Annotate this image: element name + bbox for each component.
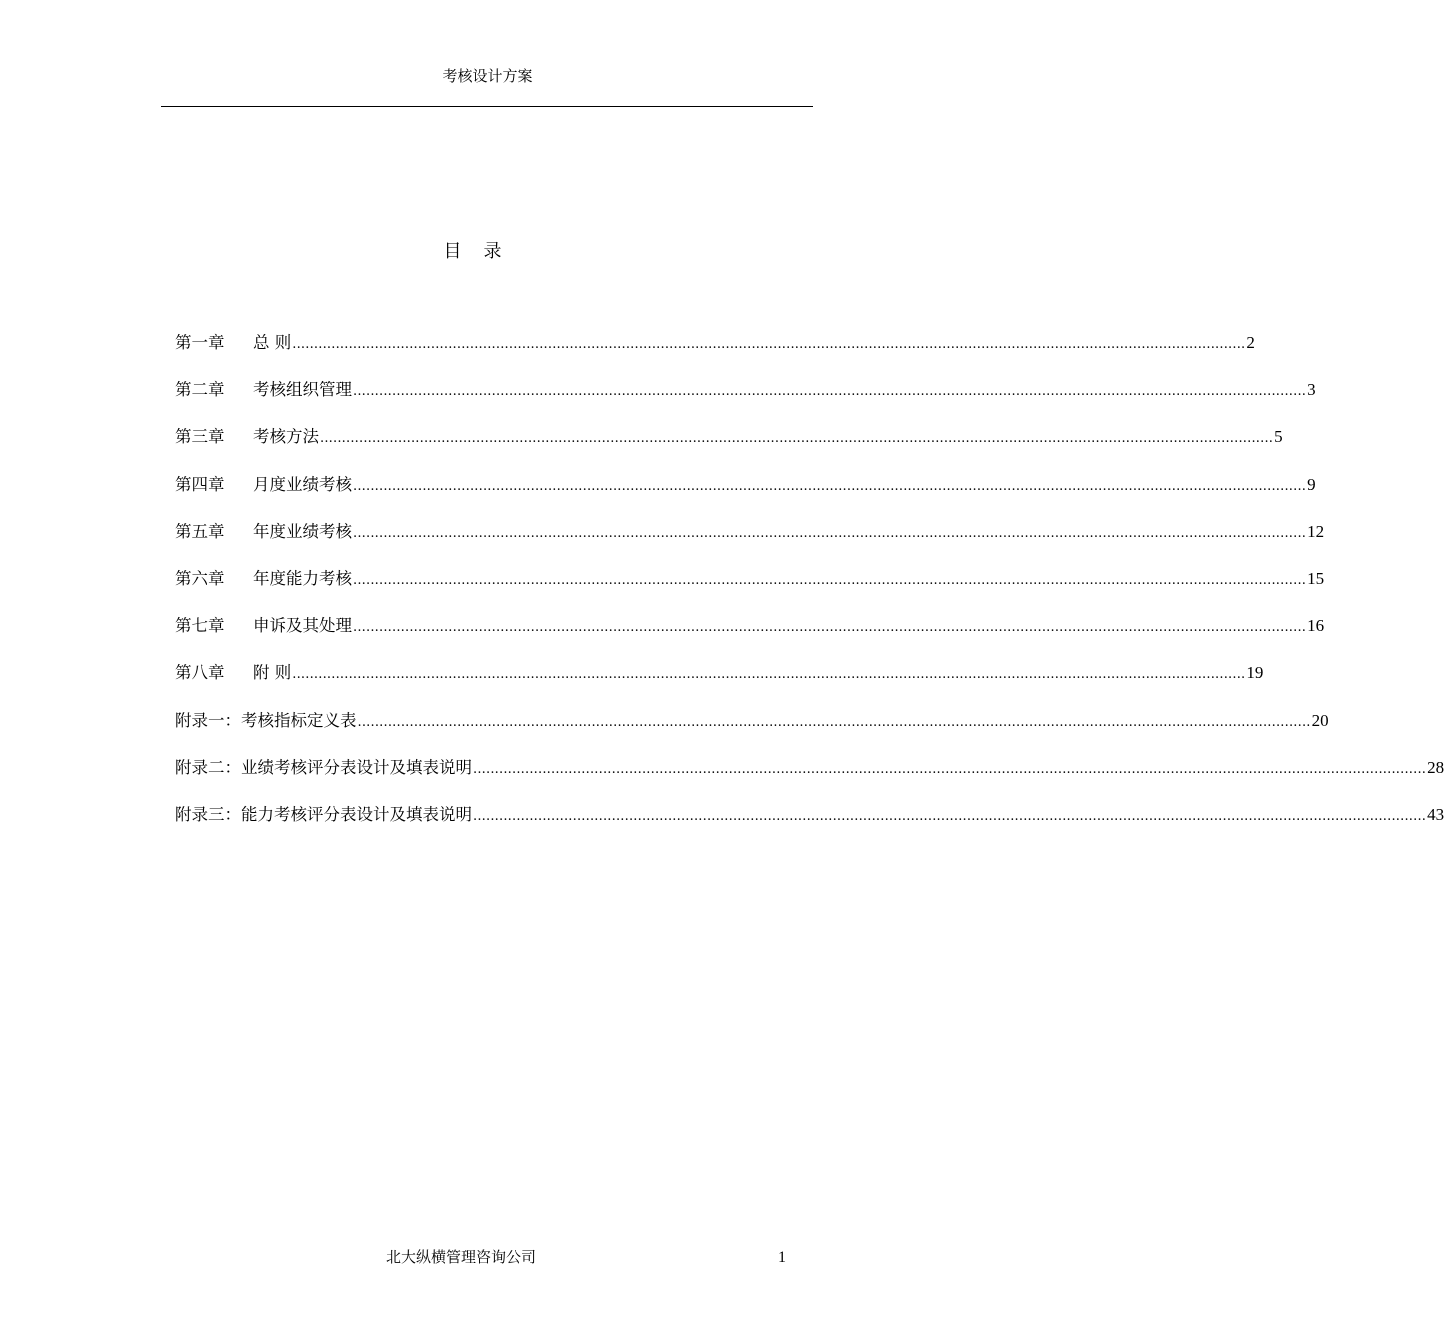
footer-company-name: 北大纵横管理咨询公司 xyxy=(385,1248,536,1266)
toc-entry-label: 考核组织管理 xyxy=(253,380,352,400)
toc-entry-chapter-5[interactable] xyxy=(175,520,1325,567)
toc-page-number: 28 xyxy=(1427,757,1444,777)
toc-entry-label: 考核指标定义表 xyxy=(241,710,357,730)
toc-page-number: 3 xyxy=(1307,380,1316,400)
toc-chapter-number: 第六章 xyxy=(175,568,225,588)
toc-dot-leader: ............................................................................................................................................................................................................................ xyxy=(357,714,1311,730)
header-divider xyxy=(161,106,813,107)
toc-chapter-number: 第七章 xyxy=(175,616,225,636)
table-of-contents xyxy=(175,331,1444,850)
toc-entry-label: 业绩考核评分表设计及填表说明 xyxy=(241,757,472,777)
toc-dot-leader: ............................................................................................................................................................................................................................ xyxy=(353,384,1307,400)
toc-dot-leader: ............................................................................................................................................................................................................................ xyxy=(353,620,1307,636)
toc-entry-chapter-6[interactable] xyxy=(175,567,1325,614)
toc-entry-label: 总 则 xyxy=(253,333,292,352)
footer-page-number: 1 xyxy=(778,1249,786,1266)
toc-appendix-number: 附录一： xyxy=(175,710,241,730)
toc-entry-label: 附 则 xyxy=(253,663,292,683)
toc-page-number: 43 xyxy=(1427,804,1444,824)
toc-page-number: 16 xyxy=(1307,616,1325,636)
toc-dot-leader: ............................................................................................................................................................................................................................ xyxy=(292,667,1246,683)
toc-dot-leader: ............................................................................................................................................................................................................................ xyxy=(353,572,1307,588)
toc-entry-chapter-8[interactable] xyxy=(175,661,1264,708)
toc-page-number: 19 xyxy=(1246,663,1264,683)
toc-appendix-number: 附录三： xyxy=(175,804,241,824)
toc-entry-label: 年度能力考核 xyxy=(253,568,352,588)
toc-dot-leader: ............................................................................................................................................................................................................................ xyxy=(353,478,1307,494)
toc-entry-chapter-2[interactable] xyxy=(175,378,1316,425)
toc-page-number: 9 xyxy=(1307,474,1316,494)
toc-page-number: 5 xyxy=(1274,427,1283,447)
toc-chapter-number: 第二章 xyxy=(175,380,225,400)
toc-page-number: 12 xyxy=(1307,521,1325,541)
toc-dot-leader: ............................................................................................................................................................................................................................ xyxy=(473,761,1427,777)
toc-dot-leader: ............................................................................................................................................................................................................................ xyxy=(320,431,1274,447)
toc-page-number: 2 xyxy=(1246,333,1255,352)
toc-entry-chapter-1[interactable] xyxy=(175,331,1255,378)
toc-appendix-number: 附录二： xyxy=(175,757,241,777)
toc-entry-label: 月度业绩考核 xyxy=(253,474,352,494)
header-title: 考核设计方案 xyxy=(442,67,533,85)
toc-entry-chapter-7[interactable] xyxy=(175,614,1325,661)
toc-chapter-number: 第四章 xyxy=(175,474,225,494)
toc-chapter-number: 第五章 xyxy=(175,521,225,541)
toc-dot-leader: ............................................................................................................................................................................................................................ xyxy=(353,525,1307,541)
toc-dot-leader: ............................................................................................................................................................................................................................ xyxy=(473,808,1427,824)
toc-chapter-number: 第三章 xyxy=(175,427,225,447)
toc-entry-appendix-3[interactable] xyxy=(175,803,1444,850)
toc-entry-label: 考核方法 xyxy=(253,427,319,447)
toc-chapter-number: 第一章 xyxy=(175,333,225,352)
toc-dot-leader: ............................................................................................................................................................................................................................ xyxy=(292,337,1246,352)
toc-chapter-number: 第八章 xyxy=(175,663,225,683)
toc-title: 目录 xyxy=(443,241,524,262)
toc-entry-chapter-3[interactable] xyxy=(175,425,1283,472)
toc-entry-label: 年度业绩考核 xyxy=(253,521,352,541)
toc-page-number: 15 xyxy=(1307,568,1325,588)
toc-entry-label: 申诉及其处理 xyxy=(253,616,352,636)
toc-entry-label: 能力考核评分表设计及填表说明 xyxy=(241,804,472,824)
toc-entry-appendix-1[interactable] xyxy=(175,709,1329,756)
toc-page-number: 20 xyxy=(1311,710,1329,730)
toc-entry-appendix-2[interactable] xyxy=(175,756,1444,803)
toc-entry-chapter-4[interactable] xyxy=(175,473,1316,520)
